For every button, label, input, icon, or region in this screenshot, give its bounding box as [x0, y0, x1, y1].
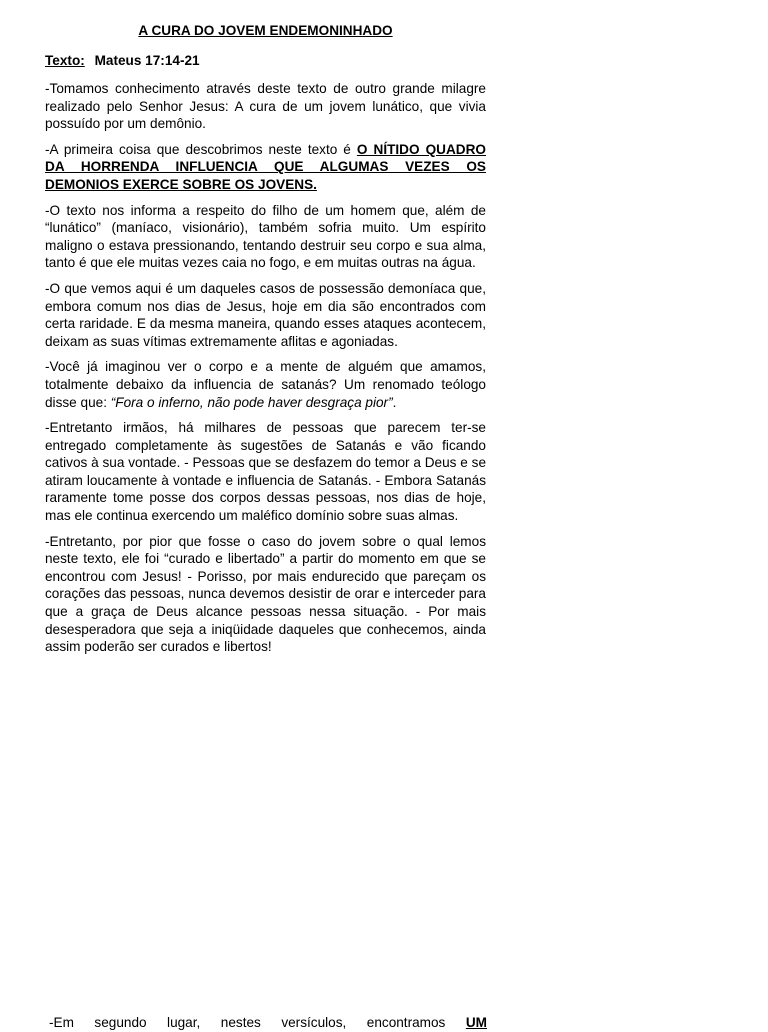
next-page-fragment-text: -Em segundo lugar, nestes versículos, encontramos	[49, 1015, 466, 1030]
paragraph-5-end: .	[392, 394, 397, 410]
paragraph-5-lead: -Você já imaginou ver o corpo e a mente de alguém que amamos, totalmente debaixo da influencia de satanás? Um renomado teólogo disse que:	[45, 359, 486, 410]
texto-label: Texto:	[45, 53, 85, 68]
paragraph-2	[45, 141, 486, 194]
next-page-fragment	[49, 1014, 487, 1032]
document-title: A CURA DO JOVEM ENDEMONINHADO	[138, 23, 393, 38]
paragraph-2-lead: -A primeira coisa que descobrimos neste texto é	[45, 141, 357, 157]
paragraph-1: -Tomamos conhecimento através deste texto de outro grande milagre realizado pelo Senhor Jesus: A cura de um jovem lunático, que vivia possuído por um demônio.	[45, 81, 486, 132]
paragraph-3: -O texto nos informa a respeito do filho de um homem que, além de “lunático” (maníaco, visionário), também sofria muito. Um espírito maligno o estava pressionando, tentando destruir seu corpo e sua alma, tanto é que ele muitas vezes caia no fogo, e em muitas outras na água.	[45, 202, 486, 271]
paragraph-2-emphasis: O NÍTIDO QUADRO DA HORRENDA INFLUENCIA QUE ALGUMAS VEZES OS DEMONIOS EXERCE SOBRE OS JOVENS.	[45, 141, 487, 192]
next-page-fragment-emphasis: UM	[465, 1015, 487, 1030]
paragraph-6: -Entretanto irmãos, há milhares de pessoas que parecem ter-se entregado completamente às sugestões de Satanás e vão ficando cativos à sua vontade. - Pessoas que se desfazem do temor a Deus e se atiram loucamente à vontade e influencia de Satanás. - Embora Satanás raramente tome posse dos corpos dessas pessoas, nos dias de hoje, mas ele continua exercendo um maléfico domínio sobre suas almas.	[45, 420, 486, 524]
scripture-reference	[45, 52, 486, 70]
texto-reference: Mateus 17:14-21	[94, 53, 200, 68]
paragraph-7: -Entretanto, por pior que fosse o caso do jovem sobre o qual lemos neste texto, ele foi “curado e libertado” a partir do momento em que se encontrou com Jesus! - Porisso, por mais endurecido que pareçam os corações das pessoas, nunca devemos desistir de orar e interceder para que a graça de Deus alcance pessoas nessa situação. - Por mais desesperadora que seja a iniqüidade daqueles que conhecemos, ainda assim poderão ser curados e libertos!	[45, 533, 486, 655]
paragraph-5	[45, 358, 486, 411]
document-page	[45, 22, 486, 664]
paragraph-5-quote: “Fora o inferno, não pode haver desgraça pior”	[110, 394, 393, 410]
paragraph-4: -O que vemos aqui é um daqueles casos de possessão demoníaca que, embora comum nos dias de Jesus, hoje em dia são encontrados com certa raridade. E da mesma maneira, quando esses ataques acontecem, deixam as suas vítimas extremamente aflitas e agoniadas.	[45, 280, 486, 349]
